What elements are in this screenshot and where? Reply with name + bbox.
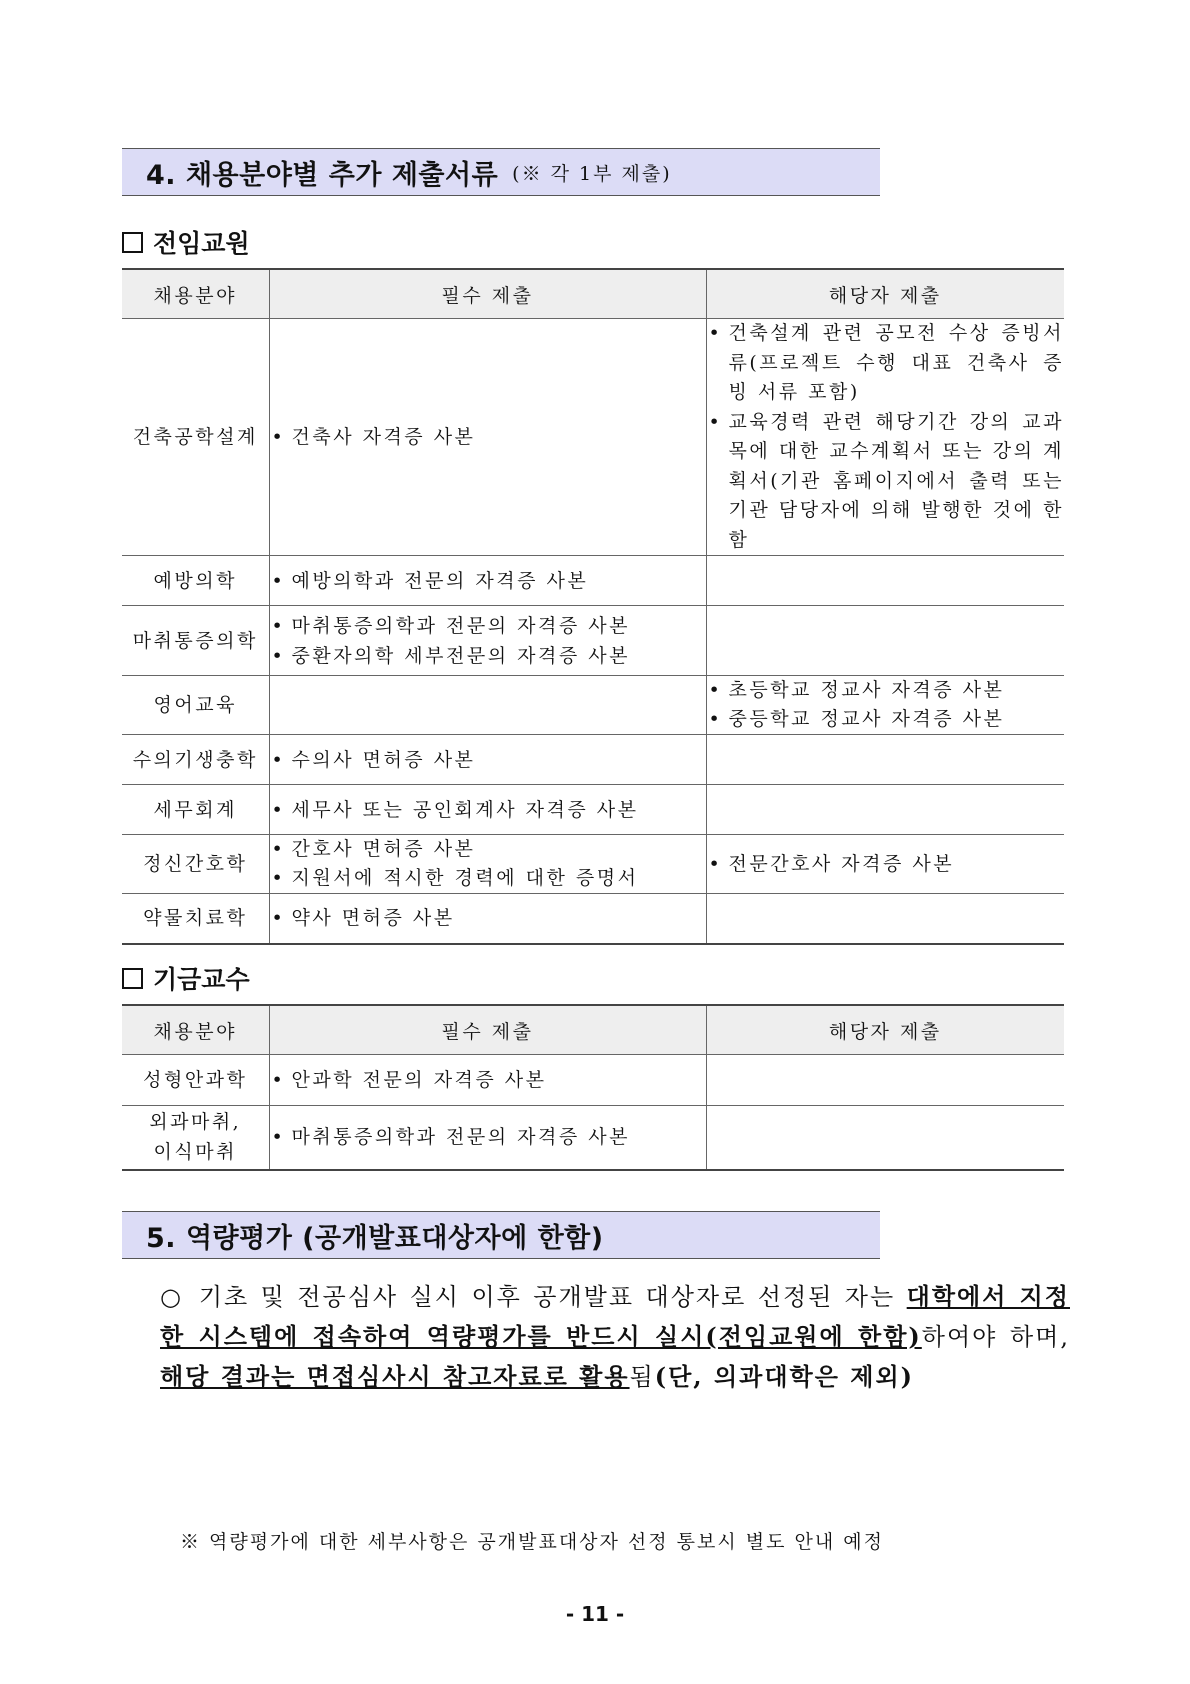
field-cell: 약물치료학 <box>122 894 269 944</box>
faculty-heading-label: 전임교원 <box>153 229 250 258</box>
section-4-note: (※ 각 1부 제출) <box>512 162 672 185</box>
table-row <box>122 894 1064 944</box>
header-optional: 해당자 제출 <box>706 1005 1064 1055</box>
required-item: • 지원서에 적시한 경력에 대한 증명서 <box>270 864 706 893</box>
checkbox-square-icon <box>122 968 143 989</box>
required-item: • 마취통증의학과 전문의 자격증 사본 <box>270 611 706 641</box>
header-required: 필수 제출 <box>269 269 706 319</box>
page-number: - 11 - <box>565 1602 625 1626</box>
table-row <box>122 1106 1064 1170</box>
required-item: • 마취통증의학과 전문의 자격증 사본 <box>270 1121 706 1153</box>
table-row <box>122 735 1064 785</box>
required-item: • 안과학 전문의 자격증 사본 <box>270 1064 706 1096</box>
section-5-header <box>122 1211 880 1259</box>
field-cell: 마취통증의학 <box>122 606 269 676</box>
table-row <box>122 1055 1064 1106</box>
faculty-table <box>122 268 1064 945</box>
section-5-title: 5. 역량평가 (공개발표대상자에 한함) <box>146 1222 604 1254</box>
required-item: • 간호사 면허증 사본 <box>270 835 706 864</box>
field-cell: 영어교육 <box>122 676 269 735</box>
table-header-row <box>122 1005 1064 1055</box>
required-item: • 중환자의학 세부전문의 자격증 사본 <box>270 641 706 671</box>
field-cell: 수의기생충학 <box>122 735 269 785</box>
table-row <box>122 606 1064 676</box>
optional-item: • 전문간호사 자격증 사본 <box>707 848 1065 880</box>
required-item: • 수의사 면허증 사본 <box>270 744 706 776</box>
field-cell: 세무회계 <box>122 785 269 835</box>
optional-item: • 교육경력 관련 해당기간 강의 교과목에 대한 교수계획서 또는 강의 계획서(기관 홈페이지에서 출력 또는 기관 담당자에 의해 발행한 것에 한함 <box>707 408 1065 556</box>
required-item: • 건축사 자격증 사본 <box>270 421 706 453</box>
optional-item: • 중등학교 정교사 자격증 사본 <box>707 705 1065 734</box>
field-cell: 외과마취, 이식마취 <box>122 1106 269 1170</box>
section-4-header <box>122 148 880 196</box>
table-row <box>122 319 1064 556</box>
header-optional: 해당자 제출 <box>706 269 1064 319</box>
table-row <box>122 835 1064 894</box>
checkbox-square-icon <box>122 232 143 253</box>
circle-bullet-icon: ○ <box>160 1283 185 1311</box>
header-field: 채용분야 <box>122 1005 269 1055</box>
required-item: • 예방의학과 전문의 자격증 사본 <box>270 565 706 597</box>
endowed-table <box>122 1004 1064 1171</box>
endowed-heading-label: 기금교수 <box>153 965 250 994</box>
header-required: 필수 제출 <box>269 1005 706 1055</box>
endowed-heading <box>122 960 250 996</box>
faculty-heading <box>122 224 250 260</box>
section-4-title: 4. 채용분야별 추가 제출서류 <box>146 159 499 191</box>
field-cell: 건축공학설계 <box>122 319 269 556</box>
section-5-note: ※ 역량평가에 대한 세부사항은 공개발표대상자 선정 통보시 별도 안내 예정 <box>180 1531 884 1553</box>
table-header-row <box>122 269 1064 319</box>
required-item: • 세무사 또는 공인회계사 자격증 사본 <box>270 794 706 826</box>
table-row <box>122 785 1064 835</box>
optional-item: • 건축설계 관련 공모전 수상 증빙서류(프로젝트 수행 대표 건축사 증빙 서류 포함) <box>707 319 1065 408</box>
optional-item: • 초등학교 정교사 자격증 사본 <box>707 676 1065 705</box>
field-cell: 성형안과학 <box>122 1055 269 1106</box>
required-item: • 약사 면허증 사본 <box>270 902 706 934</box>
table-row <box>122 556 1064 606</box>
table-row <box>122 676 1064 735</box>
section-5-paragraph: ○ 기초 및 전공심사 실시 이후 공개발표 대상자로 선정된 자는 대학에서 지정한 시스템에 접속하여 역량평가를 반드시 실시(전임교원에 한함)하여야 하며, 해당 결과는 면접심사시 참고자료로 활용됨(단, 의과대학은 제외) <box>160 1282 1070 1391</box>
field-cell: 예방의학 <box>122 556 269 606</box>
header-field: 채용분야 <box>122 269 269 319</box>
field-cell: 정신간호학 <box>122 835 269 894</box>
